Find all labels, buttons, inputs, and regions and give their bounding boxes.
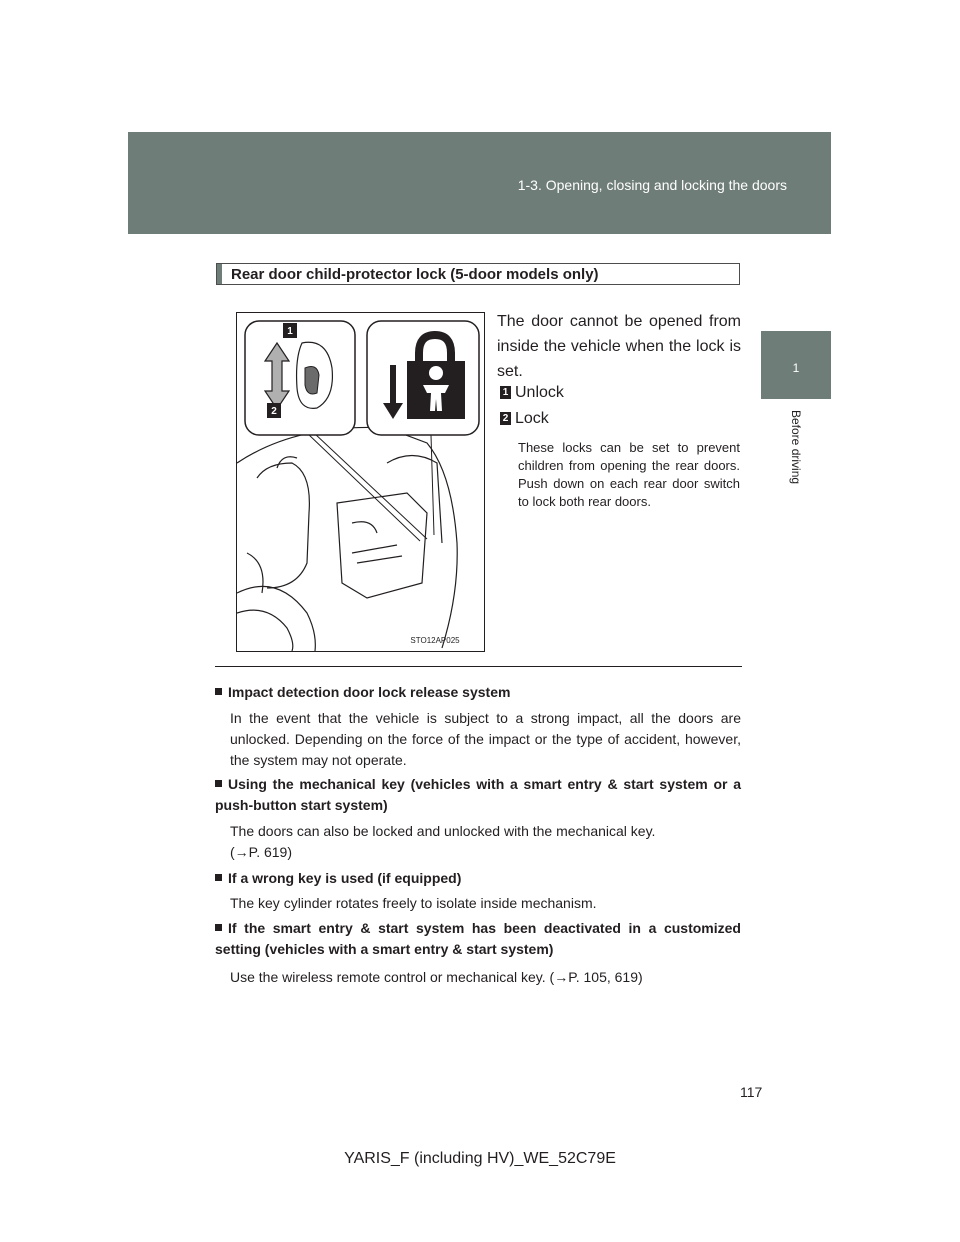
door-illustration: [237, 313, 484, 651]
legend-label: Lock: [515, 410, 549, 427]
child-lock-figure: [236, 312, 485, 652]
legend-badge: 1: [500, 386, 511, 399]
document-footer: YARIS_F (including HV)_WE_52C79E: [344, 1150, 616, 1167]
chapter-number: 1: [792, 361, 800, 375]
item-heading: If a wrong key is used (if equipped): [215, 868, 741, 889]
item-heading: If the smart entry & start system has been deactivated in a customized setting (vehicles with a smart entry & start system): [215, 920, 741, 957]
square-bullet-icon: [215, 874, 222, 881]
child-lock-note: These locks can be set to prevent children from opening the rear doors. Push down on each rear door switch to lock both rear doors.: [518, 440, 740, 509]
item-body: The doors can also be locked and unlocked with the mechanical key. (→P. 619): [230, 823, 656, 860]
item-heading: Impact detection door lock release system: [215, 682, 741, 703]
legend-unlock: [500, 384, 564, 402]
square-bullet-icon: [215, 688, 222, 695]
section-header: 1-3. Opening, closing and locking the doors: [517, 177, 787, 193]
page-number: 117: [740, 1084, 763, 1100]
figure-code: STO12AP025: [410, 636, 460, 645]
legend-label: Unlock: [515, 384, 564, 401]
seat-outline: [257, 463, 309, 588]
item-body: The key cylinder rotates freely to isolate inside mechanism.: [230, 895, 597, 911]
item-body: In the event that the vehicle is subject to a strong impact, all the doors are unlocked. Depending on the force of the impact or the type of accident, however, the system may not operate.: [230, 710, 741, 768]
chapter-label: [788, 410, 804, 500]
square-bullet-icon: [215, 780, 222, 787]
svg-text:1: 1: [287, 326, 293, 337]
section-title: Rear door child-protector lock (5-door models only): [231, 266, 599, 283]
callout-badge-1: [283, 323, 297, 338]
car-body-outline: [237, 427, 457, 648]
item-heading: Using the mechanical key (vehicles with a smart entry & start system or a push-button start system): [215, 776, 741, 813]
chapter-tab: [761, 331, 831, 399]
callout-badge-2: [267, 403, 281, 418]
section-title-box: [216, 263, 740, 285]
svg-text:2: 2: [271, 406, 277, 417]
legend-lock: [500, 410, 549, 428]
square-bullet-icon: [215, 924, 222, 931]
legend-badge: 2: [500, 412, 511, 425]
header-band: [128, 132, 831, 234]
door-panel: [337, 493, 427, 598]
chapter-label-text: Before driving: [789, 410, 803, 485]
lock-description: The door cannot be opened from inside the vehicle when the lock is set.: [497, 313, 741, 380]
title-accent-bar: [217, 264, 222, 284]
item-body: Use the wireless remote control or mechanical key. (→P. 105, 619): [230, 969, 643, 985]
section-divider: [215, 666, 742, 667]
